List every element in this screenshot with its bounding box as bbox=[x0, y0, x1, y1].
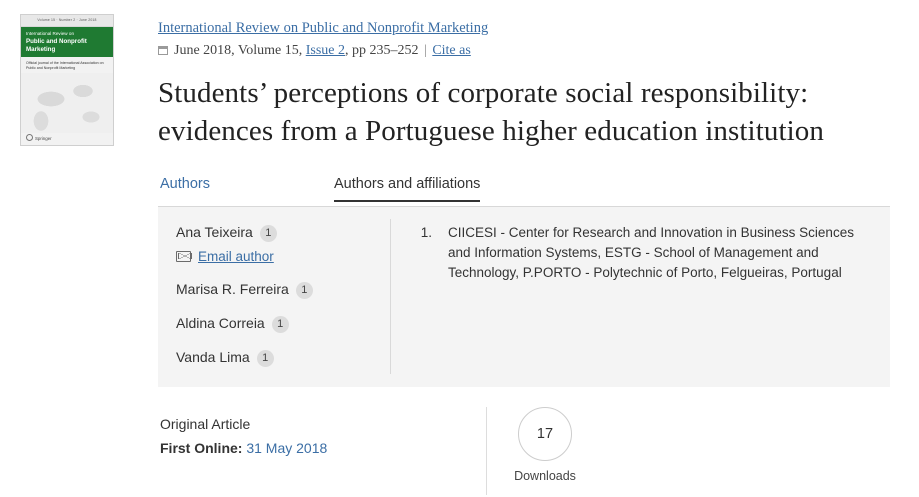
list-item bbox=[176, 223, 391, 242]
first-online-date[interactable]: 31 May 2018 bbox=[246, 440, 328, 456]
authors-panel bbox=[158, 207, 890, 387]
downloads-metric bbox=[506, 407, 584, 483]
affiliation-badge[interactable]: 1 bbox=[296, 282, 313, 299]
article-type: Original Article bbox=[160, 416, 251, 432]
email-author-link[interactable]: Email author bbox=[198, 249, 274, 264]
affiliation-number: 1. bbox=[420, 225, 432, 240]
issue-link[interactable]: Issue 2 bbox=[305, 43, 345, 58]
affiliation-text: CIICESI - Center for Research and Innovation in Business Sciences and Information Systems, ESTG - School of Management and Technology, P.PORTO - Polytechnic of Porto, Felgueiras, Portugal bbox=[448, 225, 854, 280]
author-name: Aldina Correia bbox=[176, 315, 265, 331]
journal-title-link[interactable]: International Review on Public and Nonprofit Marketing bbox=[158, 20, 489, 36]
cover-title bbox=[26, 30, 106, 53]
cover-journal-prefix: International Review on bbox=[26, 31, 75, 36]
affiliation-badge[interactable]: 1 bbox=[260, 225, 277, 242]
downloads-count: 17 bbox=[518, 407, 572, 461]
tab-bar bbox=[158, 176, 890, 207]
footer-divider bbox=[486, 407, 487, 495]
email-author-row[interactable] bbox=[176, 249, 391, 264]
cover-image bbox=[20, 14, 114, 146]
cover-journal-name: Public and Nonprofit Marketing bbox=[26, 38, 87, 53]
affiliations-list bbox=[406, 223, 866, 283]
author-name: Marisa R. Ferreira bbox=[176, 281, 289, 297]
publication-date: June 2018 bbox=[174, 43, 232, 58]
cover-subtitle: Official journal of the International Association on Public and Nonprofit Marketing bbox=[26, 61, 104, 70]
page-title: Students’ perceptions of corporate social responsibility: evidences from a Portuguese higher education institution bbox=[158, 77, 824, 147]
first-online-row bbox=[160, 436, 327, 460]
panel-divider bbox=[390, 219, 391, 374]
list-item bbox=[176, 280, 391, 299]
authors-list bbox=[176, 223, 391, 382]
page-range: , pp 235–252 bbox=[345, 43, 422, 58]
author-name: Vanda Lima bbox=[176, 349, 250, 365]
tab-authors-and-affiliations[interactable]: Authors and affiliations bbox=[334, 176, 480, 202]
cover-top-strip: Volume 15 · Number 2 · June 2018 bbox=[21, 15, 113, 27]
article-meta bbox=[160, 412, 327, 460]
springer-logo-icon bbox=[26, 134, 33, 141]
downloads-caption: Downloads bbox=[514, 469, 576, 483]
line-separator: | bbox=[424, 43, 427, 58]
list-item bbox=[176, 348, 391, 367]
tab-authors[interactable]: Authors bbox=[160, 176, 210, 192]
list-item bbox=[406, 223, 866, 283]
affiliation-badge[interactable]: 1 bbox=[257, 350, 274, 367]
envelope-icon bbox=[176, 251, 191, 262]
cover-map-graphic bbox=[21, 73, 113, 133]
issue-line bbox=[158, 42, 890, 60]
list-item bbox=[176, 314, 391, 333]
first-online-label: First Online: bbox=[160, 440, 247, 456]
calendar-icon bbox=[158, 44, 169, 55]
article-content bbox=[158, 0, 890, 497]
journal-cover[interactable] bbox=[20, 14, 112, 144]
cover-publisher bbox=[21, 133, 113, 145]
cover-publisher-label: Springer bbox=[35, 136, 52, 141]
author-name: Ana Teixeira bbox=[176, 224, 253, 240]
volume-text: , Volume 15, bbox=[231, 43, 306, 58]
affiliation-badge[interactable]: 1 bbox=[272, 316, 289, 333]
article-footer bbox=[158, 407, 890, 497]
cite-as-link[interactable]: Cite as bbox=[432, 43, 471, 58]
